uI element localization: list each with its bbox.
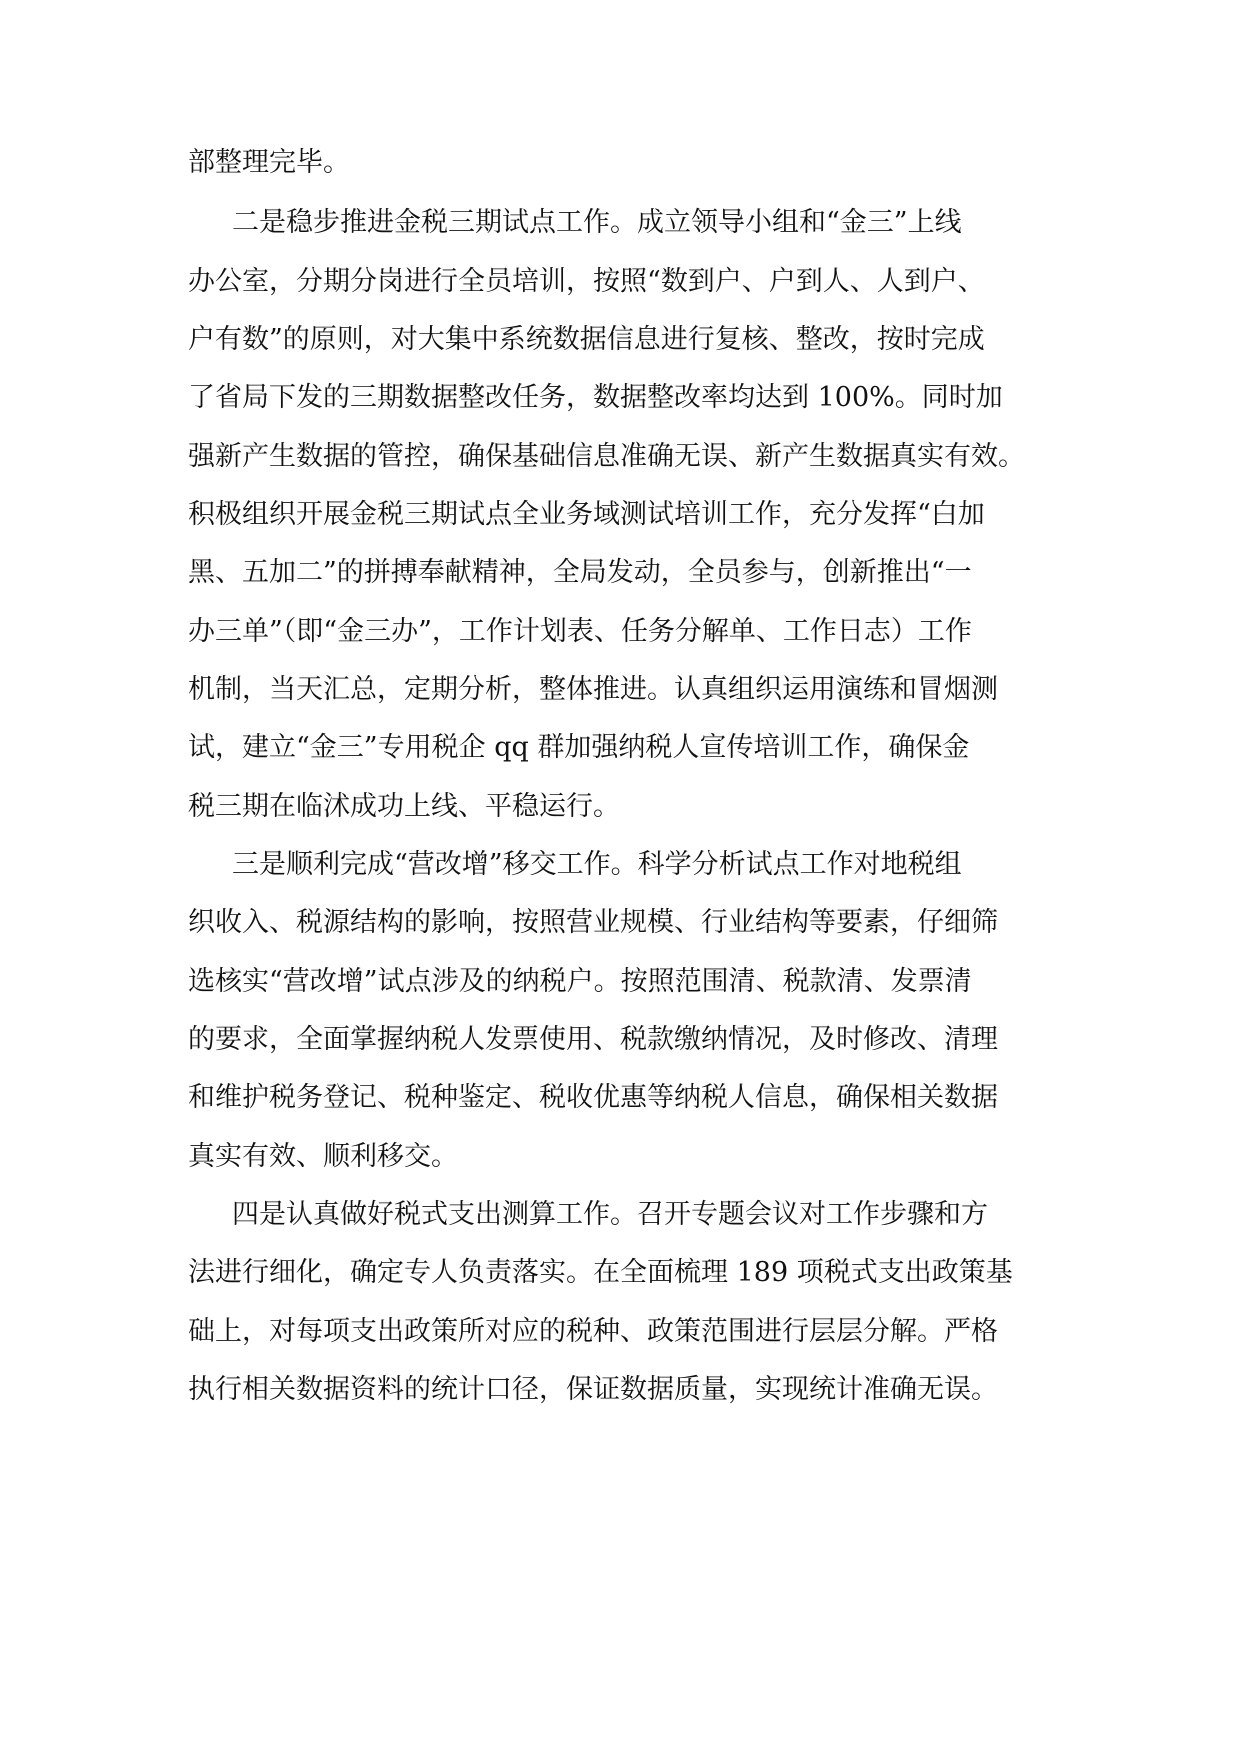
text-line: 积极组织开展金税三期试点全业务域测试培训工作，充分发挥“白加 xyxy=(188,499,985,530)
text-line: 试，建立“金三”专用税企 qq 群加强纳税人宣传培训工作，确保金 xyxy=(188,732,970,763)
text-line: 办三单”（即“金三办”，工作计划表、任务分解单、工作日志）工作 xyxy=(188,616,972,647)
text-line: 真实有效、顺利移交。 xyxy=(188,1141,458,1172)
text-line: 机制，当天汇总，定期分析，整体推进。认真组织运用演练和冒烟测 xyxy=(188,674,998,705)
text-line: 法进行细化，确定专人负责落实。在全面梳理 189 项税式支出政策基 xyxy=(188,1257,1013,1288)
text-line: 部整理完毕。 xyxy=(188,147,350,178)
text-line: 黑、五加二”的拼搏奉献精神，全局发动，全员参与，创新推出“一 xyxy=(188,557,972,588)
text-line: 选核实“营改增”试点涉及的纳税户。按照范围清、税款清、发票清 xyxy=(188,966,972,997)
text-line: 户有数”的原则，对大集中系统数据信息进行复核、整改，按时完成 xyxy=(188,324,985,355)
text-line: 的要求，全面掌握纳税人发票使用、税款缴纳情况，及时修改、清理 xyxy=(188,1024,998,1055)
paragraph-2-first-line: 二是稳步推进金税三期试点工作。成立领导小组和“金三”上线 xyxy=(232,207,962,238)
text-line: 执行相关数据资料的统计口径，保证数据质量，实现统计准确无误。 xyxy=(188,1374,998,1405)
paragraph-3-first-line: 三是顺利完成“营改增”移交工作。科学分析试点工作对地税组 xyxy=(232,849,962,880)
paragraph-4-first-line: 四是认真做好税式支出测算工作。召开专题会议对工作步骤和方 xyxy=(232,1199,988,1230)
text-line: 和维护税务登记、税种鉴定、税收优惠等纳税人信息，确保相关数据 xyxy=(188,1082,998,1113)
text-line: 织收入、税源结构的影响，按照营业规模、行业结构等要素，仔细筛 xyxy=(188,907,998,938)
text-line: 税三期在临沭成功上线、平稳运行。 xyxy=(188,791,620,822)
text-line: 办公室，分期分岗进行全员培训，按照“数到户、户到人、人到户、 xyxy=(188,266,985,297)
text-line: 础上，对每项支出政策所对应的税种、政策范围进行层层分解。严格 xyxy=(188,1316,998,1347)
text-line: 强新产生数据的管控，确保基础信息准确无误、新产生数据真实有效。 xyxy=(188,441,1025,472)
text-line: 了省局下发的三期数据整改任务，数据整改率均达到 100%。同时加 xyxy=(188,382,1003,413)
